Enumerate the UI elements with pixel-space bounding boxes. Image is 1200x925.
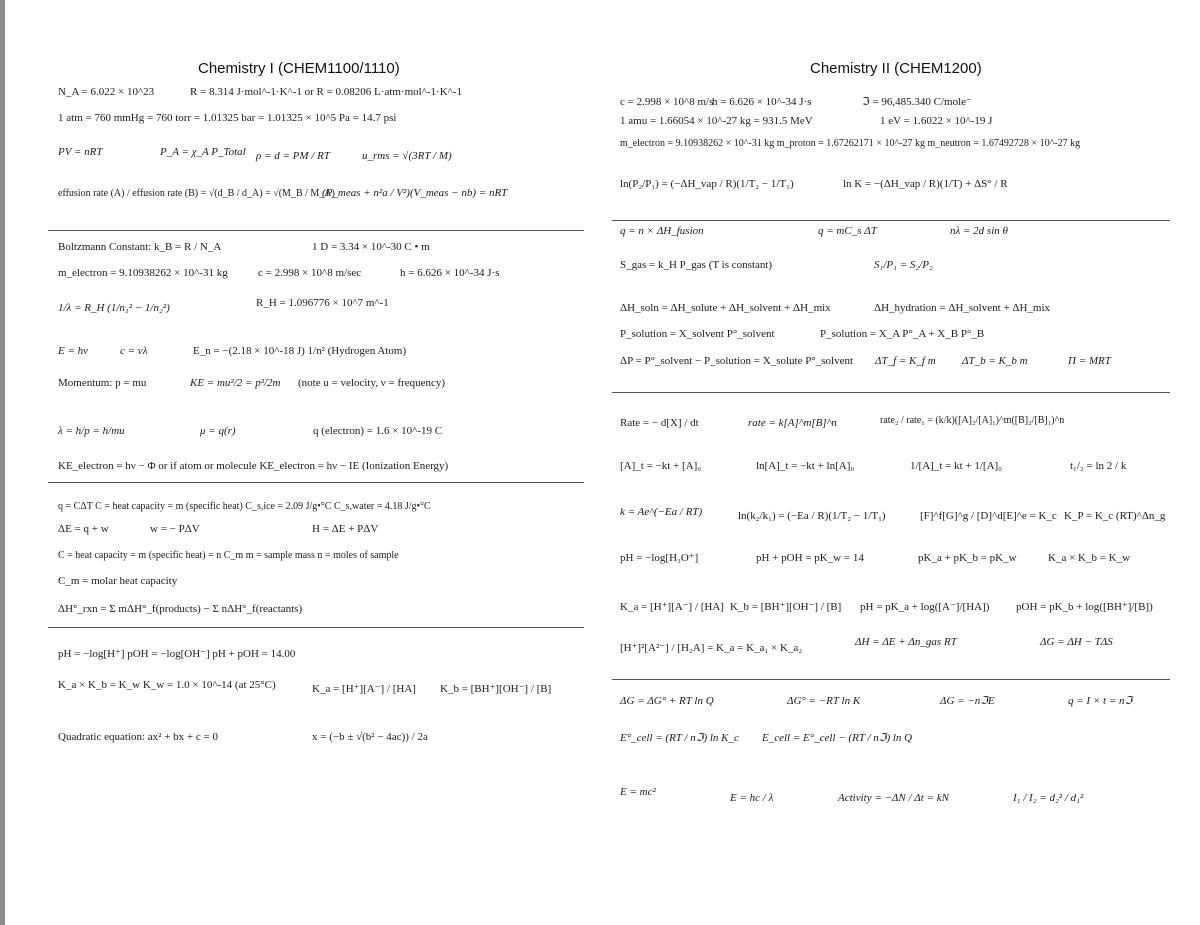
heat-of-fusion: q = n × ΔH_fusion (620, 225, 704, 237)
left-divider-2 (48, 482, 584, 483)
rydberg-equation: 1/λ = R_H (1/n₁² − 1/n₂²) (58, 302, 170, 314)
mass-energy: E = mc² (620, 786, 656, 798)
enthalpy-definition: H = ΔE + PΔV (312, 523, 379, 535)
charge-relation: q = I × t = nℑ (1068, 695, 1133, 707)
wave-relation: c = νλ (120, 345, 148, 357)
enthalpy-of-solution: ΔH_soln = ΔH_solute + ΔH_solvent + ΔH_mix (620, 302, 831, 314)
pressure-conversions: 1 atm = 760 mmHg = 760 torr = 1.01325 bar = 1.01325 × 10^5 Pa = 14.7 psi (58, 112, 397, 124)
arrhenius-equation: k = Ae^(−Ea / RT) (620, 506, 703, 518)
raoults-law: P_solution = X_solvent P°_solvent (620, 328, 775, 340)
left-divider-1 (48, 230, 584, 231)
velocity-note: (note u = velocity, ν = frequency) (298, 377, 446, 389)
debye-unit: 1 D = 3.34 × 10^-30 C • m (312, 241, 430, 253)
speed-of-light: c = 2.998 × 10^8 m/sec (258, 267, 362, 279)
gibbs-cell-potential: ΔG = −nℑE (940, 695, 995, 707)
atomic-mass-unit: 1 amu = 1.66054 × 10^-27 kg = 931.5 MeV (620, 115, 813, 127)
page-left-border (0, 0, 5, 925)
momentum: Momentum: p = mu (58, 377, 147, 389)
kp-kc-relation: K_P = K_c (RT)^Δn_g (1064, 510, 1166, 522)
speed-of-light-ii: c = 2.998 × 10^8 m/s (620, 96, 714, 108)
particle-masses: m_electron = 9.10938262 × 10^-31 kg m_proton = 1.67262171 × 10^-27 kg m_neutron = 1.67492728 × 10^-27 kg (620, 138, 1081, 149)
van-der-waals: (P_meas + n²a / V²)(V_meas − nb) = nRT (322, 187, 508, 199)
enthalpy-energy-relation: ΔH = ΔE + Δn_gas RT (855, 636, 957, 648)
right-column-title: Chemistry II (CHEM1200) (810, 60, 982, 77)
molar-heat-capacity-relation: C = heat capacity = m (specific heat) = n C_m m = sample mass n = moles of sample (58, 550, 399, 561)
electron-charge: q (electron) = 1.6 × 10^-19 C (313, 425, 443, 437)
half-life: t₁/₂ = ln 2 / k (1070, 460, 1127, 472)
second-order-integrated: 1/[A]_t = kt + 1/[A]₀ (910, 460, 1003, 472)
avogadro-constant: N_A = 6.022 × 10^23 (58, 86, 155, 98)
rate-law: rate = k[A]^m[B]^n (748, 417, 837, 429)
bragg-equation: nλ = 2d sin θ (950, 225, 1008, 237)
freezing-point-depression: ΔT_f = K_f m (875, 355, 936, 367)
hydrogen-energy-levels: E_n = −(2.18 × 10^-18 J) 1/n² (Hydrogen Atom) (193, 345, 407, 357)
nernst-equation: E_cell = E°_cell − (RT / nℑ) ln Q (762, 732, 913, 744)
pv-work: w = − PΔV (150, 523, 200, 535)
boltzmann-constant: Boltzmann Constant: k_B = R / N_A (58, 241, 222, 253)
ka-kb-product: K_a × K_b = K_w (1048, 552, 1131, 564)
molar-heat-capacity: C_m = molar heat capacity (58, 575, 178, 587)
quadratic-formula: x = (−b ± √(b² − 4ac)) / 2a (312, 731, 428, 743)
inverse-square-law: I₁ / I₂ = d₂² / d₁² (1013, 792, 1084, 804)
pka-pkb-sum: pK_a + pK_b = pK_w (918, 552, 1017, 564)
raoults-law-mixture: P_solution = X_A P°_A + X_B P°_B (820, 328, 985, 340)
hess-law: ΔH°_rxn = Σ mΔH°_f(products) − Σ nΔH°_f(reactants) (58, 603, 303, 615)
enthalpy-of-hydration: ΔH_hydration = ΔH_solvent + ΔH_mix (874, 302, 1051, 314)
clausius-clapeyron: ln(P₂/P₁) = (−ΔH_vap / R)(1/T₂ − 1/T₁) (620, 178, 794, 190)
standard-gibbs-equilibrium: ΔG° = −RT ln K (787, 695, 861, 707)
diprotic-acid-constant: [H⁺]²[A²⁻] / [H₂A] = K_a = K_a₁ × K_a₂ (620, 642, 803, 654)
rydberg-constant: R_H = 1.096776 × 10^7 m^-1 (256, 297, 389, 309)
first-order-integrated: ln[A]_t = −kt + ln[A]₀ (756, 460, 855, 472)
ideal-gas-law: PV = nRT (58, 146, 103, 158)
photon-energy: E = hν (58, 345, 89, 357)
ph-definitions: pH = −log[H⁺] pOH = −log[OH⁻] pH + pOH = 14.00 (58, 648, 296, 660)
acid-constant-left: K_a = [H⁺][A⁻] / [HA] (312, 683, 416, 695)
right-divider-1 (612, 220, 1170, 221)
left-column-title: Chemistry I (CHEM1100/1110) (198, 60, 400, 77)
henderson-hasselbalch-acid: pH = pK_a + log([A⁻]/[HA]) (860, 601, 990, 613)
rate-definition: Rate = − d[X] / dt (620, 417, 699, 429)
electron-volt: 1 eV = 1.6022 × 10^-19 J (880, 115, 993, 127)
equilibrium-expression: [F]^f[G]^g / [D]^d[E]^e = K_c (920, 510, 1057, 522)
ph-poh-sum: pH + pOH = pK_w = 14 (756, 552, 864, 564)
planck-constant-ii: h = 6.626 × 10^-34 J·s (712, 96, 812, 108)
water-ionization: K_a × K_b = K_w K_w = 1.0 × 10^-14 (at 25°C) (58, 679, 276, 691)
zero-order-integrated: [A]_t = −kt + [A]₀ (620, 460, 702, 472)
gas-density: ρ = d = PM / RT (256, 150, 330, 162)
solubility-pressure-ratio: S₁/P₁ = S₂/P₂ (874, 259, 933, 271)
acid-constant-right: K_a = [H⁺][A⁻] / [HA] (620, 601, 724, 613)
osmotic-pressure: Π = MRT (1068, 355, 1111, 367)
rate-ratio: rate₂ / rate₁ = (k/k)([A]₂/[A]₁)^m([B]₂/[B]₁)^n (880, 415, 1065, 426)
gas-constant: R = 8.314 J·mol^-1·K^-1 or R = 0.08206 L·atm·mol^-1·K^-1 (190, 86, 462, 98)
nonstandard-gibbs: ΔG = ΔG° + RT ln Q (620, 695, 714, 707)
grahams-law: effusion rate (A) / effusion rate (B) = √(d_B / d_A) = √(M_B / M_A) (58, 188, 335, 199)
photoelectric-effect: KE_electron = hν − Φ or if atom or molecule KE_electron = hν − IE (Ionization Energy) (58, 460, 449, 472)
heat-capacity: q = CΔT C = heat capacity = m (specific heat) C_s,ice = 2.09 J/g•°C C_s,water = 4.18 J/g•°C (58, 501, 431, 512)
partial-pressure: P_A = χ_A P_Total (160, 146, 246, 158)
henrys-law: S_gas = k_H P_gas (T is constant) (620, 259, 773, 271)
kinetic-energy: KE = mu²/2 = p²/2m (190, 377, 281, 389)
electron-mass: m_electron = 9.10938262 × 10^-31 kg (58, 267, 228, 279)
planck-constant: h = 6.626 × 10^-34 J·s (400, 267, 500, 279)
base-constant-left: K_b = [BH⁺][OH⁻] / [B] (440, 683, 552, 695)
vapor-pressure-lowering: ΔP = P°_solvent − P_solution = X_solute P°_solvent (620, 355, 854, 367)
henderson-hasselbalch-base: pOH = pK_b + log([BH⁺]/[B]) (1016, 601, 1153, 613)
right-divider-3 (612, 679, 1170, 680)
standard-cell-potential: E°_cell = (RT / nℑ) ln K_c (620, 732, 739, 744)
rms-speed: u_rms = √(3RT / M) (362, 150, 452, 162)
boiling-point-elevation: ΔT_b = K_b m (962, 355, 1028, 367)
ph-hydronium: pH = −log[H₃O⁺] (620, 552, 699, 564)
van-t-hoff: ln K = −(ΔH_vap / R)(1/T) + ΔS° / R (843, 178, 1008, 190)
photon-wavelength-energy: E = hc / λ (730, 792, 774, 804)
right-divider-2 (612, 392, 1170, 393)
radioactive-activity: Activity = −ΔN / Δt = kN (838, 792, 949, 804)
left-divider-3 (48, 627, 584, 628)
base-constant-right: K_b = [BH⁺][OH⁻] / [B] (730, 601, 842, 613)
arrhenius-two-point: ln(k₂/k₁) = (−Ea / R)(1/T₂ − 1/T₁) (738, 510, 886, 522)
gibbs-free-energy: ΔG = ΔH − TΔS (1040, 636, 1113, 648)
de-broglie: λ = h/p = h/mu (58, 425, 125, 437)
quadratic-equation: Quadratic equation: ax² + bx + c = 0 (58, 731, 218, 743)
faraday-constant: ℑ = 96,485.340 C/mole⁻ (862, 96, 972, 108)
dipole-moment: μ = q(r) (200, 425, 236, 437)
specific-heat-ii: q = mC_s ΔT (818, 225, 877, 237)
first-law: ΔE = q + w (58, 523, 109, 535)
